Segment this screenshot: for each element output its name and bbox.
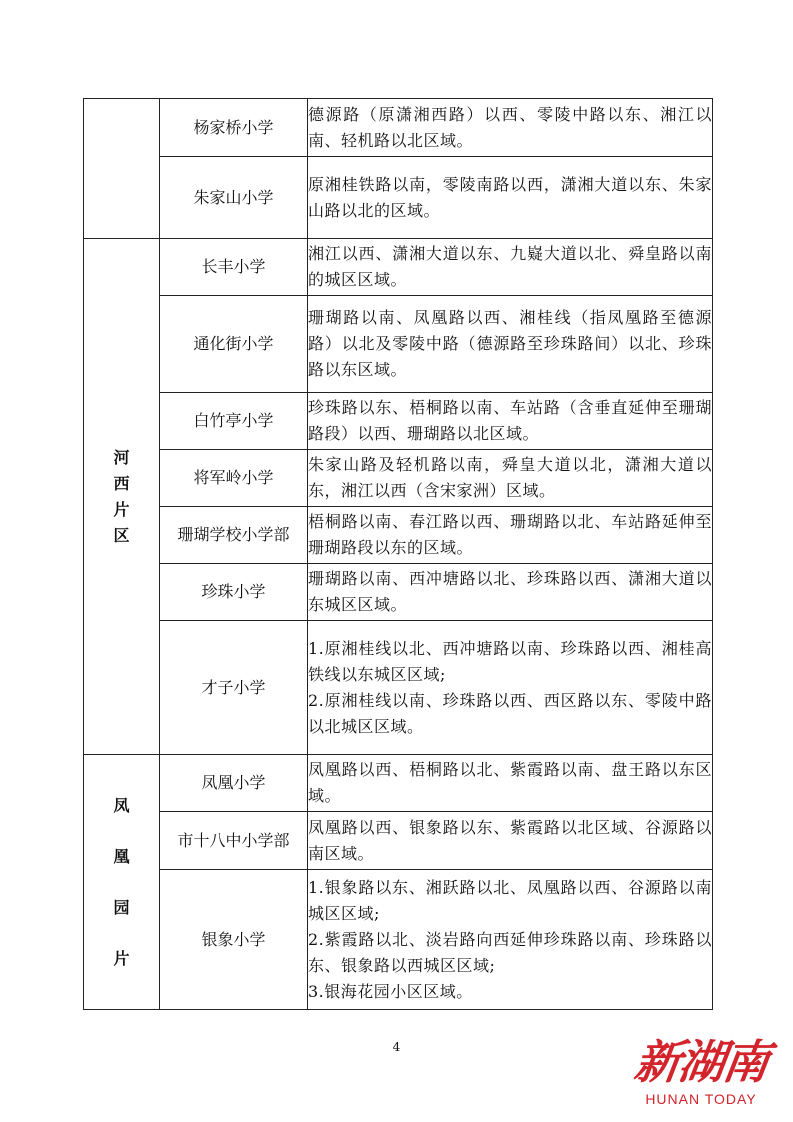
logo-caption: HUNAN TODAY — [645, 1091, 757, 1107]
area-line: 珊瑚路以南、西冲塘路以北、珍珠路以西、潇湘大道以东城区区域。 — [308, 569, 712, 614]
district-char: 凰 — [113, 847, 130, 866]
district-char: 片 — [113, 949, 130, 968]
district-char: 片 — [113, 499, 130, 519]
area-line: 2.原湘桂线以南、珍珠路以西、西区路以东、零陵中路以北城区区域。 — [308, 690, 712, 736]
table-row — [84, 507, 713, 564]
school-name: 将军岭小学 — [160, 450, 308, 507]
area-line: 朱家山路及轻机路以南，舜皇大道以北，潇湘大道以东，湘江以西（含宋家洲）区域。 — [308, 455, 712, 500]
area-line: 珍珠路以东、梧桐路以南、车站路（含垂直延伸至珊瑚路段）以西、珊瑚路以北区域。 — [308, 398, 712, 443]
enrollment-area — [308, 393, 713, 450]
enrollment-area — [308, 564, 713, 621]
table-row — [84, 564, 713, 621]
hunan-today-logo — [631, 1037, 771, 1107]
district-char: 区 — [113, 525, 130, 545]
enrollment-area — [308, 296, 713, 393]
page-number: 4 — [392, 1040, 401, 1054]
school-name: 杨家桥小学 — [160, 99, 308, 157]
district-char: 河 — [113, 447, 130, 467]
district-label-hexi — [84, 239, 160, 755]
table-row — [84, 870, 713, 1010]
area-line: 2.紫霞路以北、淡岩路向西延伸珍珠路以南、珍珠路以东、银象路以西城区区域; — [308, 929, 712, 975]
enrollment-area — [308, 870, 713, 1010]
school-name: 长丰小学 — [160, 239, 308, 296]
school-name: 通化街小学 — [160, 296, 308, 393]
district-char: 西 — [113, 473, 130, 493]
area-line: 梧桐路以南、春江路以西、珊瑚路以北、车站路延伸至珊瑚路段以东的区域。 — [308, 512, 712, 557]
enrollment-area — [308, 755, 713, 812]
area-line: 原湘桂铁路以南，零陵南路以西，潇湘大道以东、朱家山路以北的区域。 — [308, 174, 712, 220]
enrollment-area — [308, 239, 713, 296]
logo-mark: 新湖南 — [631, 1035, 771, 1089]
district-label-fenghuangyuan — [84, 755, 160, 1010]
school-district-table — [83, 98, 713, 1010]
district-char: 园 — [113, 898, 130, 917]
school-name: 朱家山小学 — [160, 157, 308, 239]
school-name: 市十八中小学部 — [160, 812, 308, 870]
district-cell-continued — [84, 99, 160, 239]
school-name: 珍珠小学 — [160, 564, 308, 621]
school-name: 凤凰小学 — [160, 755, 308, 812]
table-row — [84, 393, 713, 450]
enrollment-area — [308, 99, 713, 157]
table-row — [84, 239, 713, 296]
table-row — [84, 621, 713, 755]
table-row — [84, 812, 713, 870]
school-name: 银象小学 — [160, 870, 308, 1010]
enrollment-area — [308, 450, 713, 507]
area-line: 1.原湘桂线以北、西冲塘路以南、珍珠路以西、湘桂高铁线以东城区区域; — [308, 638, 712, 684]
school-name: 珊瑚学校小学部 — [160, 507, 308, 564]
area-line: 凤凰路以西、银象路以东、紫霞路以北区域、谷源路以南区域。 — [308, 817, 712, 863]
enrollment-area — [308, 157, 713, 239]
table-row — [84, 99, 713, 157]
enrollment-area — [308, 621, 713, 755]
area-line: 德源路（原潇湘西路）以西、零陵中路以东、湘江以南、轻机路以北区域。 — [308, 104, 712, 150]
area-line: 珊瑚路以南、凤凰路以西、湘桂线（指凤凰路至德源路）以北及零陵中路（德源路至珍珠路间）以北、珍珠路以东区域。 — [308, 308, 712, 379]
table-row — [84, 157, 713, 239]
table-row — [84, 755, 713, 812]
area-line: 凤凰路以西、梧桐路以北、紫霞路以南、盘王路以东区域。 — [308, 760, 712, 805]
enrollment-area — [308, 507, 713, 564]
enrollment-area — [308, 812, 713, 870]
district-char: 凤 — [113, 796, 130, 815]
area-line: 1.银象路以东、湘跃路以北、凤凰路以西、谷源路以南城区区域; — [308, 877, 712, 923]
area-line: 3.银海花园小区区域。 — [308, 981, 473, 1001]
school-name: 才子小学 — [160, 621, 308, 755]
table-row — [84, 450, 713, 507]
area-line: 湘江以西、潇湘大道以东、九嶷大道以北、舜皇路以南的城区区域。 — [308, 244, 712, 289]
table-row — [84, 296, 713, 393]
school-name: 白竹亭小学 — [160, 393, 308, 450]
